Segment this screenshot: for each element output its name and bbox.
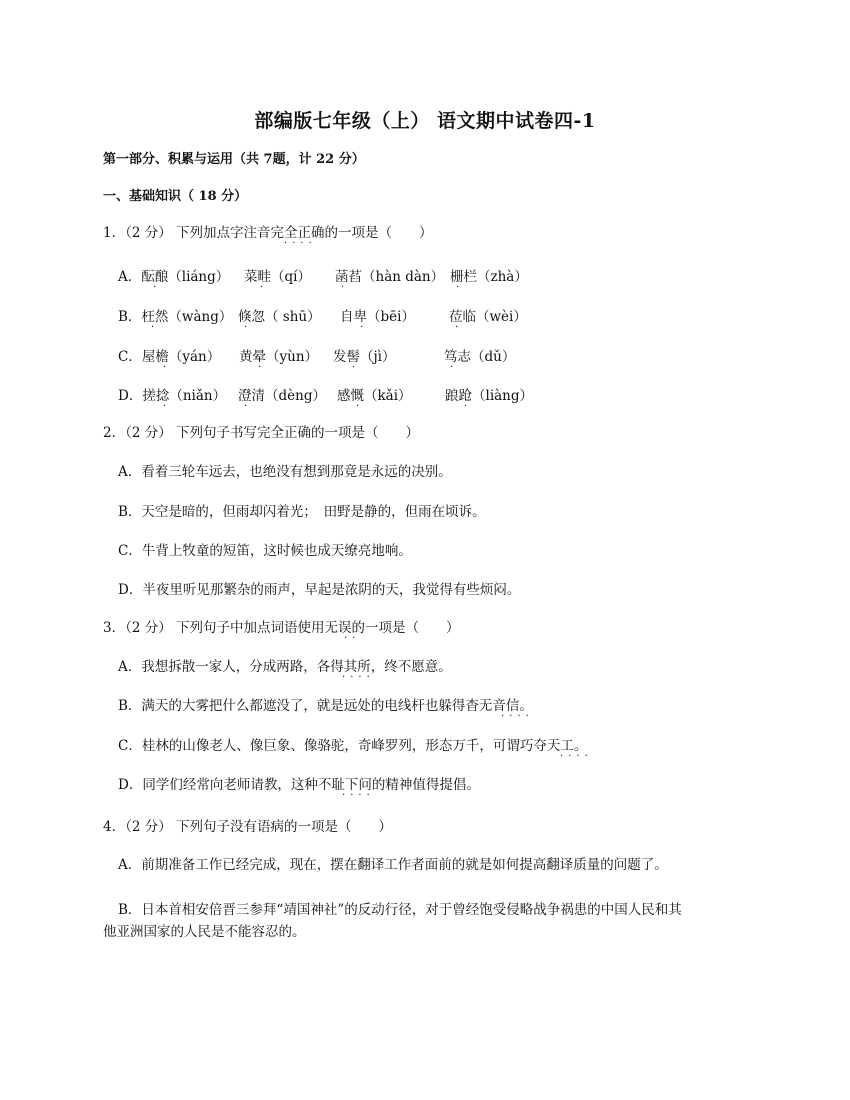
- emphasis-dot: ·: [258, 362, 262, 373]
- option-a-item-1: A．酝酿（liáng）: [118, 269, 230, 285]
- option-b-item-4: 莅临（wèi）: [449, 309, 527, 325]
- emphasis-dot: ·: [163, 401, 167, 412]
- option-b-item-1: B．枉然（wàng）: [118, 309, 233, 325]
- emphasis-dots-q3d: ····: [342, 790, 375, 801]
- option-d-item-1: D．搓捻（niǎn）: [118, 388, 227, 404]
- emphasis-dot: ·: [244, 401, 248, 412]
- question-4-option-a: A．前期准备工作已经完成，现在，摆在翻译工作者面前的就是如何提高翻译质量的问题了。: [118, 857, 668, 873]
- emphasis-dot: ·: [356, 401, 360, 412]
- option-c-item-2: 黄晕（yùn）: [239, 349, 319, 365]
- emphasis-dots-q3c: ····: [560, 751, 593, 762]
- emphasis-dot: ·: [163, 362, 167, 373]
- option-c-item-4: 笃志（dǔ）: [444, 349, 516, 365]
- question-2-option-a: A．看着三轮车远去，也绝没有想到那竟是永远的决别。: [118, 464, 452, 480]
- emphasis-dot: ·: [450, 362, 454, 373]
- emphasis-dot: ·: [341, 282, 345, 293]
- emphasis-dot: ·: [464, 401, 468, 412]
- part-heading: 第一部分、积累与运用（共 7题，计 22 分）: [103, 152, 365, 167]
- emphasis-dots-q3: ··: [344, 633, 361, 644]
- question-3-option-d: D．同学们经常向老师请教，这种不耻下问的精神值得提倡。: [118, 777, 480, 793]
- emphasis-dots-q3b: ····: [501, 711, 534, 722]
- page-title: 部编版七年级（上） 语文期中试卷四-1: [254, 110, 596, 132]
- question-2-option-d: D．半夜里听见那繁杂的雨声，早起是浓阴的天，我觉得有些烦闷。: [118, 582, 521, 598]
- emphasis-dots-q1: ····: [284, 238, 317, 249]
- emphasis-dots-q3a: ····: [342, 672, 375, 683]
- question-3-option-b: B．满天的大雾把什么都遮没了，就是远处的电线杆也躲得杳无音信。: [118, 698, 533, 714]
- option-d-item-3: 感慨（kǎi）: [337, 388, 412, 404]
- question-4-stem: 4．（2 分） 下列句子没有语病的一项是（ ）: [103, 819, 393, 835]
- emphasis-dot: ·: [151, 322, 155, 333]
- question-2-option-c: C．牛背上牧童的短笛，这时候也成天缭亮地响。: [118, 543, 412, 559]
- question-2-option-b: B．天空是暗的，但雨却闪着光； 田野是静的，但雨在顷诉。: [118, 504, 486, 520]
- option-a-item-4: 栅栏（zhà）: [450, 269, 528, 285]
- emphasis-dot: ·: [360, 322, 364, 333]
- option-a-item-2: 菜畦（qí）: [244, 269, 311, 285]
- emphasis-dot: ·: [455, 322, 459, 333]
- option-d-item-2: 澄清（dèng）: [238, 388, 326, 404]
- option-c-item-1: C．屋檐（yán）: [118, 349, 221, 365]
- emphasis-dot: ·: [260, 282, 264, 293]
- emphasis-dot: ·: [153, 282, 157, 293]
- option-b-item-3: 自卑（bēi）: [340, 309, 415, 325]
- question-3-stem: 3．（2 分） 下列句子中加点词语使用无误的一项是（ ）: [103, 620, 460, 636]
- question-3-option-a: A．我想拆散一家人，分成两路，各得其所，终不愿意。: [118, 659, 452, 675]
- emphasis-dot: ·: [352, 362, 356, 373]
- section-heading: 一、基础知识（ 18 分）: [103, 189, 248, 204]
- question-1-stem: 1．（2 分） 下列加点字注音完全正确的一项是（ ）: [103, 225, 433, 241]
- option-d-item-4: 踉跄（liàng）: [445, 388, 534, 404]
- emphasis-dot: ·: [456, 282, 460, 293]
- question-3-option-c: C．桂林的山像老人、像巨象、像骆驼，奇峰罗列，形态万千，可谓巧夺天工。: [118, 738, 588, 754]
- option-a-item-3: 菡萏（hàn dàn）: [335, 269, 445, 285]
- option-c-item-3: 发髻（jì）: [333, 349, 396, 365]
- question-4-option-b-line-2: 他亚洲国家的人民是不能容忍的。: [103, 924, 306, 940]
- question-2-stem: 2．（2 分） 下列句子书写完全正确的一项是（ ）: [103, 425, 420, 441]
- emphasis-dot: ·: [244, 322, 248, 333]
- option-b-item-2: 倏忽（ shū）: [238, 309, 321, 325]
- question-4-option-b-line-1: B．日本首相安倍晋三参拜“靖国神社”的反动行径，对于曾经饱受侵略战争祸患的中国人民和其: [118, 902, 682, 918]
